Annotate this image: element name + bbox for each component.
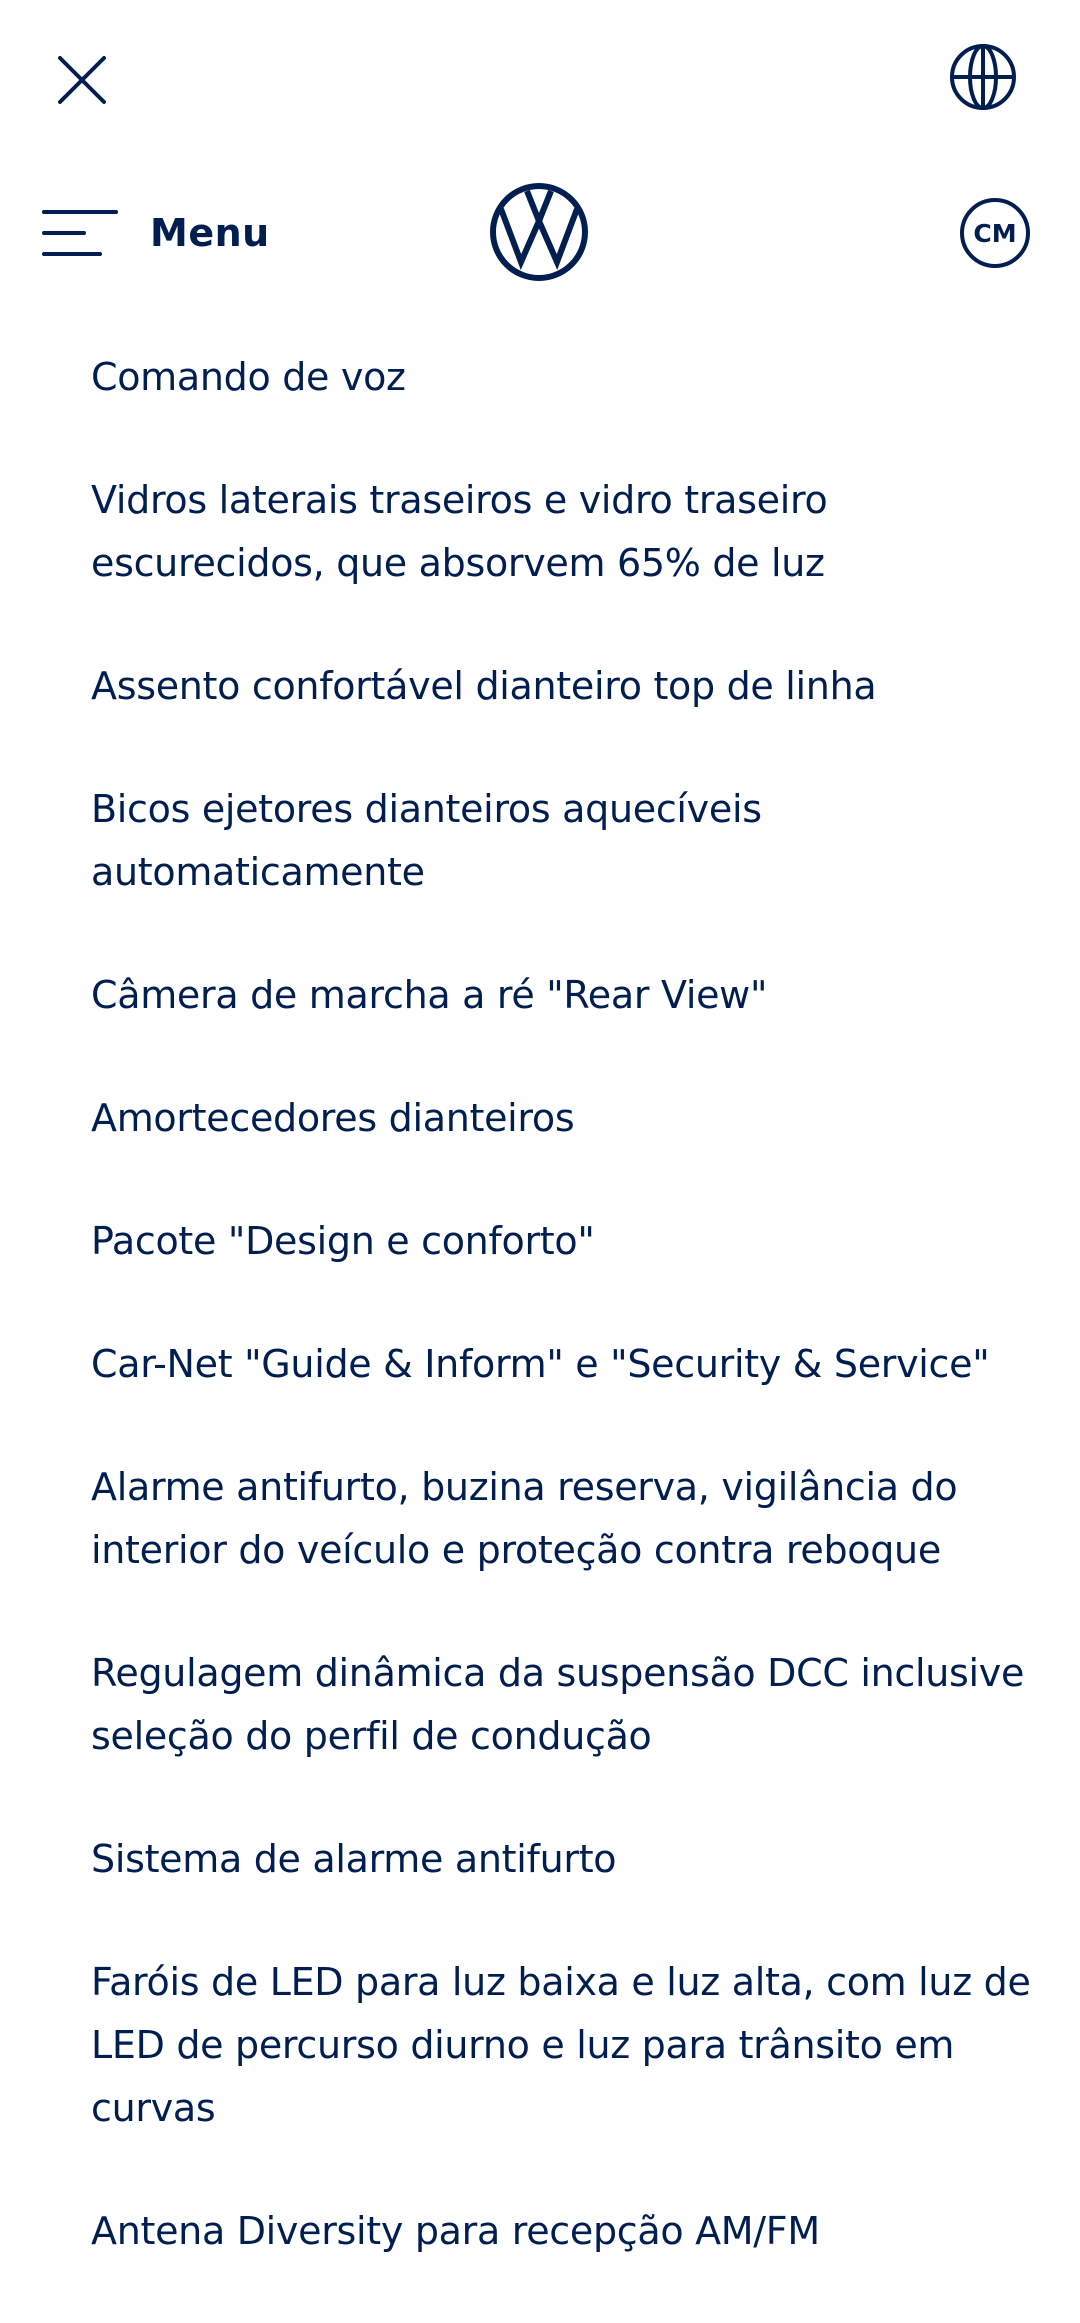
feature-list: [91, 346, 1071, 2323]
vw-logo-icon: [489, 182, 589, 282]
close-button[interactable]: [52, 50, 112, 110]
feature-item: Sistema de alarme antifurto: [91, 1837, 617, 1881]
feature-item: Câmera de marcha a ré "Rear View": [91, 973, 768, 1017]
user-avatar[interactable]: [960, 198, 1030, 268]
hamburger-icon: [42, 208, 118, 258]
feature-item: Pacote "Design e conforto": [91, 1219, 595, 1263]
feature-item: Regulagem dinâmica da suspensão DCC inclusive seleção do perfil de condução: [91, 1651, 1025, 1758]
feature-item: Bicos ejetores dianteiros aquecíveis automaticamente: [91, 787, 762, 894]
language-button[interactable]: [948, 42, 1018, 112]
close-icon: [52, 50, 112, 110]
vw-logo[interactable]: [489, 182, 589, 282]
feature-item: Vidros laterais traseiros e vidro traseiro escurecidos, que absorvem 65% de luz: [91, 478, 828, 585]
menu-button[interactable]: [42, 200, 270, 266]
feature-item: Assento confortável dianteiro top de linha: [91, 664, 877, 708]
feature-item: Alarme antifurto, buzina reserva, vigilância do interior do veículo e proteção contra reboque: [91, 1465, 958, 1572]
feature-item: Faróis de LED para luz baixa e luz alta, com luz de LED de percurso diurno e luz para trânsito em curvas: [91, 1960, 1031, 2130]
menu-label: Menu: [150, 211, 270, 255]
feature-item: Car-Net "Guide & Inform" e "Security & Service": [91, 1342, 990, 1386]
feature-item: Amortecedores dianteiros: [91, 1096, 575, 1140]
avatar-initials: CM: [973, 218, 1017, 248]
feature-item: Comando de voz: [91, 355, 406, 399]
globe-icon: [948, 42, 1018, 112]
feature-item: Antena Diversity para recepção AM/FM: [91, 2209, 820, 2253]
